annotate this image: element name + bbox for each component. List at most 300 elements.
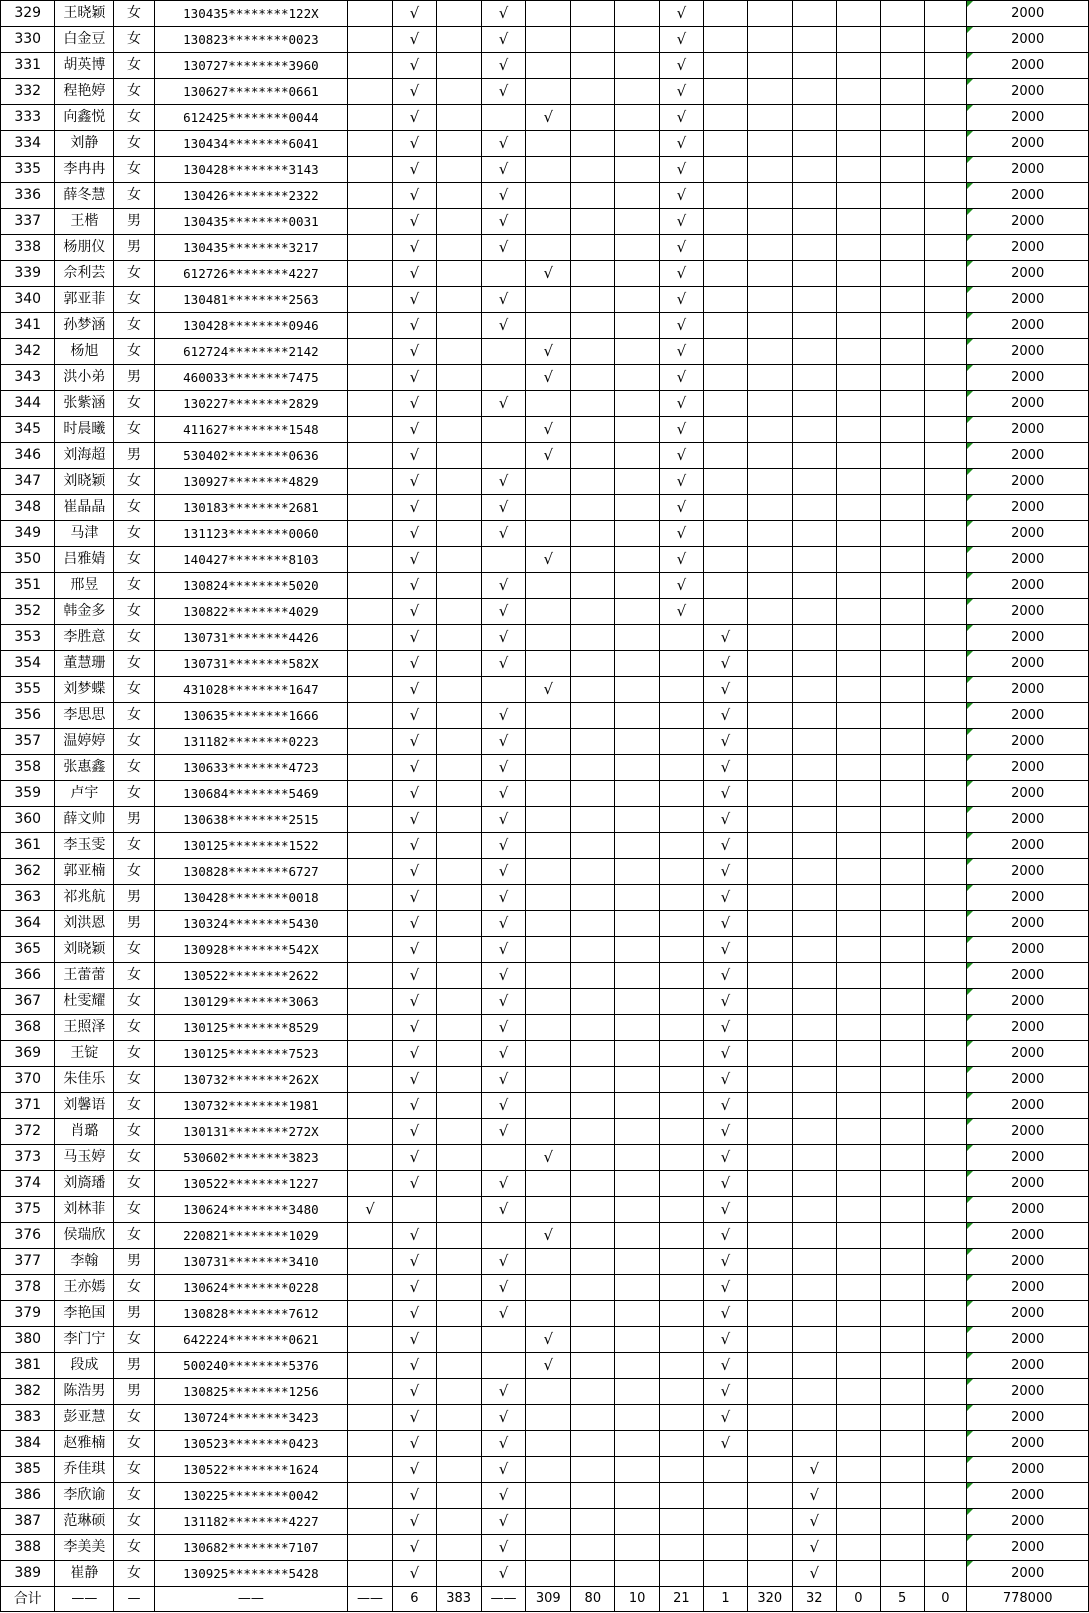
empty-cell xyxy=(792,209,836,235)
empty-cell xyxy=(836,1327,880,1353)
id-number-cell: 130125********8529 xyxy=(154,1015,347,1041)
name-cell: 崔静 xyxy=(55,1561,114,1587)
empty-cell xyxy=(836,1,880,27)
table-row xyxy=(1,261,1089,287)
empty-cell xyxy=(571,27,615,53)
amount-cell: 2000 xyxy=(967,183,1089,209)
empty-cell xyxy=(615,1301,659,1327)
id-number-cell: 130724********3423 xyxy=(154,1405,347,1431)
check-mark-cell: √ xyxy=(392,79,436,105)
empty-cell xyxy=(792,1041,836,1067)
amount-cell: 2000 xyxy=(967,911,1089,937)
check-mark-cell: √ xyxy=(704,1015,748,1041)
name-cell: 胡英博 xyxy=(55,53,114,79)
check-mark-cell: √ xyxy=(481,391,526,417)
amount-cell: 2000 xyxy=(967,313,1089,339)
amount-cell: 2000 xyxy=(967,1509,1089,1535)
empty-cell xyxy=(792,885,836,911)
empty-cell xyxy=(348,1041,393,1067)
empty-cell xyxy=(615,105,659,131)
check-mark-cell: √ xyxy=(526,339,571,365)
amount-cell: 2000 xyxy=(967,625,1089,651)
check-mark-cell: √ xyxy=(392,651,436,677)
gender-cell: 女 xyxy=(114,261,154,287)
empty-cell xyxy=(836,209,880,235)
row-number-cell: 388 xyxy=(1,1535,55,1561)
check-mark-cell: √ xyxy=(704,1197,748,1223)
table-row xyxy=(1,911,1089,937)
id-number-cell: 130522********1624 xyxy=(154,1457,347,1483)
empty-cell xyxy=(615,963,659,989)
empty-cell xyxy=(436,677,481,703)
check-mark-cell: √ xyxy=(481,131,526,157)
name-cell: 温婷婷 xyxy=(55,729,114,755)
empty-cell xyxy=(924,1067,967,1093)
empty-cell xyxy=(704,27,748,53)
empty-cell xyxy=(792,495,836,521)
gender-cell: 女 xyxy=(114,573,154,599)
empty-cell xyxy=(880,1301,924,1327)
empty-cell xyxy=(571,911,615,937)
empty-cell xyxy=(436,1197,481,1223)
id-number-cell: 220821********1029 xyxy=(154,1223,347,1249)
id-number-cell: 530602********3823 xyxy=(154,1145,347,1171)
empty-cell xyxy=(836,1197,880,1223)
check-mark-cell: √ xyxy=(704,1093,748,1119)
row-number-cell: 344 xyxy=(1,391,55,417)
name-cell: 马津 xyxy=(55,521,114,547)
empty-cell xyxy=(615,53,659,79)
empty-cell xyxy=(348,391,393,417)
empty-cell xyxy=(526,391,571,417)
empty-cell xyxy=(792,859,836,885)
empty-cell xyxy=(348,755,393,781)
amount-cell: 2000 xyxy=(967,573,1089,599)
check-mark-cell: √ xyxy=(481,495,526,521)
empty-cell xyxy=(836,781,880,807)
check-mark-cell: √ xyxy=(704,677,748,703)
gender-cell: 女 xyxy=(114,625,154,651)
empty-cell xyxy=(924,1405,967,1431)
check-mark-cell: √ xyxy=(704,1379,748,1405)
amount-cell: 2000 xyxy=(967,287,1089,313)
id-number-cell: 130129********3063 xyxy=(154,989,347,1015)
amount-cell: 2000 xyxy=(967,885,1089,911)
amount-cell: 2000 xyxy=(967,365,1089,391)
empty-cell xyxy=(792,1405,836,1431)
check-mark-cell: √ xyxy=(704,1145,748,1171)
id-number-cell: 130435********122X xyxy=(154,1,347,27)
empty-cell xyxy=(792,157,836,183)
check-mark-cell: √ xyxy=(704,1171,748,1197)
empty-cell xyxy=(747,27,792,53)
check-mark-cell: √ xyxy=(392,53,436,79)
empty-cell xyxy=(571,937,615,963)
name-cell: 王锭 xyxy=(55,1041,114,1067)
empty-cell xyxy=(792,27,836,53)
empty-cell xyxy=(880,1041,924,1067)
empty-cell xyxy=(659,1145,703,1171)
empty-cell xyxy=(924,1223,967,1249)
empty-cell xyxy=(615,547,659,573)
check-mark-cell: √ xyxy=(659,53,703,79)
table-row xyxy=(1,313,1089,339)
table-row xyxy=(1,1457,1089,1483)
empty-cell xyxy=(659,1275,703,1301)
check-mark-cell: √ xyxy=(392,885,436,911)
empty-cell xyxy=(348,781,393,807)
name-cell: 王照泽 xyxy=(55,1015,114,1041)
row-number-cell: 381 xyxy=(1,1353,55,1379)
row-number-cell: 389 xyxy=(1,1561,55,1587)
id-number-cell: 130731********3410 xyxy=(154,1249,347,1275)
table-row xyxy=(1,885,1089,911)
empty-cell xyxy=(880,781,924,807)
table-row xyxy=(1,1119,1089,1145)
row-number-cell: 343 xyxy=(1,365,55,391)
empty-cell xyxy=(924,157,967,183)
empty-cell xyxy=(792,1119,836,1145)
empty-cell xyxy=(747,1145,792,1171)
check-mark-cell: √ xyxy=(392,209,436,235)
gender-cell: 男 xyxy=(114,885,154,911)
row-number-cell: 331 xyxy=(1,53,55,79)
empty-cell xyxy=(747,1327,792,1353)
id-number-cell: 130428********3143 xyxy=(154,157,347,183)
id-number-cell: 460033********7475 xyxy=(154,365,347,391)
empty-cell xyxy=(924,989,967,1015)
empty-cell xyxy=(836,417,880,443)
empty-cell xyxy=(836,183,880,209)
empty-cell xyxy=(615,573,659,599)
empty-cell xyxy=(836,261,880,287)
row-number-cell: 363 xyxy=(1,885,55,911)
amount-cell: 2000 xyxy=(967,1041,1089,1067)
empty-cell xyxy=(747,79,792,105)
empty-cell xyxy=(526,1067,571,1093)
gender-cell: 女 xyxy=(114,963,154,989)
id-number-cell: 130633********4723 xyxy=(154,755,347,781)
gender-cell: 女 xyxy=(114,1119,154,1145)
check-mark-cell: √ xyxy=(481,157,526,183)
row-number-cell: 348 xyxy=(1,495,55,521)
empty-cell xyxy=(792,937,836,963)
name-cell: 李冉冉 xyxy=(55,157,114,183)
row-number-cell: 334 xyxy=(1,131,55,157)
empty-cell xyxy=(526,1,571,27)
id-number-cell: 130731********582X xyxy=(154,651,347,677)
empty-cell xyxy=(704,157,748,183)
empty-cell xyxy=(526,1457,571,1483)
empty-cell xyxy=(704,547,748,573)
empty-cell xyxy=(659,1119,703,1145)
empty-cell xyxy=(747,1561,792,1587)
empty-cell xyxy=(747,417,792,443)
gender-cell: 女 xyxy=(114,833,154,859)
empty-cell xyxy=(659,651,703,677)
empty-cell xyxy=(481,1223,526,1249)
empty-cell xyxy=(526,989,571,1015)
empty-cell xyxy=(571,833,615,859)
id-number-cell: 612726********4227 xyxy=(154,261,347,287)
name-cell: 刘旖璠 xyxy=(55,1171,114,1197)
empty-cell xyxy=(436,261,481,287)
empty-cell xyxy=(924,27,967,53)
empty-cell xyxy=(924,1327,967,1353)
empty-cell xyxy=(615,729,659,755)
row-number-cell: 345 xyxy=(1,417,55,443)
empty-cell xyxy=(704,235,748,261)
empty-cell xyxy=(880,677,924,703)
empty-cell xyxy=(924,859,967,885)
amount-cell: 2000 xyxy=(967,443,1089,469)
empty-cell xyxy=(615,677,659,703)
empty-cell xyxy=(747,1509,792,1535)
check-mark-cell: √ xyxy=(526,365,571,391)
empty-cell xyxy=(615,209,659,235)
amount-cell: 2000 xyxy=(967,339,1089,365)
empty-cell xyxy=(836,1249,880,1275)
table-row xyxy=(1,625,1089,651)
check-mark-cell: √ xyxy=(481,287,526,313)
id-number-cell: 130131********272X xyxy=(154,1119,347,1145)
row-number-cell: 373 xyxy=(1,1145,55,1171)
empty-cell xyxy=(348,1301,393,1327)
empty-cell xyxy=(659,1093,703,1119)
empty-cell xyxy=(481,1327,526,1353)
empty-cell xyxy=(880,1145,924,1171)
table-row xyxy=(1,1171,1089,1197)
row-number-cell: 367 xyxy=(1,989,55,1015)
empty-cell xyxy=(659,1301,703,1327)
row-number-cell: 374 xyxy=(1,1171,55,1197)
name-cell: 杜雯耀 xyxy=(55,989,114,1015)
check-mark-cell: √ xyxy=(704,989,748,1015)
check-mark-cell: √ xyxy=(659,261,703,287)
empty-cell xyxy=(436,1145,481,1171)
check-mark-cell: √ xyxy=(704,1223,748,1249)
row-number-cell: 383 xyxy=(1,1405,55,1431)
gender-cell: 女 xyxy=(114,469,154,495)
name-cell: 张紫涵 xyxy=(55,391,114,417)
empty-cell xyxy=(481,677,526,703)
empty-cell xyxy=(615,131,659,157)
empty-cell xyxy=(348,1457,393,1483)
id-number-cell: 130522********2622 xyxy=(154,963,347,989)
amount-cell: 2000 xyxy=(967,469,1089,495)
empty-cell xyxy=(924,729,967,755)
total-cell: 21 xyxy=(659,1587,703,1612)
id-number-cell: 130732********262X xyxy=(154,1067,347,1093)
empty-cell xyxy=(348,261,393,287)
empty-cell xyxy=(615,1483,659,1509)
id-number-cell: 130125********1522 xyxy=(154,833,347,859)
total-cell: —— xyxy=(154,1587,347,1612)
empty-cell xyxy=(880,651,924,677)
empty-cell xyxy=(436,625,481,651)
check-mark-cell: √ xyxy=(392,417,436,443)
amount-cell: 2000 xyxy=(967,937,1089,963)
amount-cell: 2000 xyxy=(967,209,1089,235)
empty-cell xyxy=(704,443,748,469)
check-mark-cell: √ xyxy=(481,1067,526,1093)
gender-cell: 女 xyxy=(114,677,154,703)
empty-cell xyxy=(792,1431,836,1457)
empty-cell xyxy=(436,1041,481,1067)
check-mark-cell: √ xyxy=(526,417,571,443)
name-cell: 吕雅婧 xyxy=(55,547,114,573)
gender-cell: 女 xyxy=(114,1275,154,1301)
name-cell: 李玉雯 xyxy=(55,833,114,859)
empty-cell xyxy=(792,1093,836,1119)
gender-cell: 女 xyxy=(114,417,154,443)
gender-cell: 女 xyxy=(114,287,154,313)
total-cell: 10 xyxy=(615,1587,659,1612)
gender-cell: 男 xyxy=(114,443,154,469)
empty-cell xyxy=(924,937,967,963)
gender-cell: 女 xyxy=(114,1535,154,1561)
name-cell: 朱佳乐 xyxy=(55,1067,114,1093)
gender-cell: 女 xyxy=(114,1171,154,1197)
empty-cell xyxy=(880,911,924,937)
empty-cell xyxy=(924,209,967,235)
empty-cell xyxy=(880,703,924,729)
empty-cell xyxy=(880,183,924,209)
empty-cell xyxy=(526,1093,571,1119)
empty-cell xyxy=(615,1067,659,1093)
row-number-cell: 379 xyxy=(1,1301,55,1327)
id-number-cell: 642224********0621 xyxy=(154,1327,347,1353)
amount-cell: 2000 xyxy=(967,1431,1089,1457)
empty-cell xyxy=(704,131,748,157)
empty-cell xyxy=(615,183,659,209)
empty-cell xyxy=(571,339,615,365)
name-cell: 祁兆航 xyxy=(55,885,114,911)
check-mark-cell: √ xyxy=(659,339,703,365)
empty-cell xyxy=(615,365,659,391)
row-number-cell: 370 xyxy=(1,1067,55,1093)
empty-cell xyxy=(526,1509,571,1535)
name-cell: 王晓颖 xyxy=(55,1,114,27)
empty-cell xyxy=(526,807,571,833)
empty-cell xyxy=(836,1275,880,1301)
check-mark-cell: √ xyxy=(481,1041,526,1067)
table-row xyxy=(1,1275,1089,1301)
empty-cell xyxy=(571,963,615,989)
empty-cell xyxy=(836,287,880,313)
check-mark-cell: √ xyxy=(704,651,748,677)
empty-cell xyxy=(924,1275,967,1301)
empty-cell xyxy=(792,729,836,755)
row-number-cell: 332 xyxy=(1,79,55,105)
empty-cell xyxy=(792,963,836,989)
empty-cell xyxy=(571,183,615,209)
empty-cell xyxy=(747,573,792,599)
empty-cell xyxy=(880,1561,924,1587)
empty-cell xyxy=(348,131,393,157)
amount-cell: 2000 xyxy=(967,1535,1089,1561)
row-number-cell: 356 xyxy=(1,703,55,729)
gender-cell: 女 xyxy=(114,313,154,339)
empty-cell xyxy=(924,651,967,677)
empty-cell xyxy=(526,53,571,79)
check-mark-cell: √ xyxy=(392,1093,436,1119)
empty-cell xyxy=(348,1223,393,1249)
empty-cell xyxy=(436,131,481,157)
check-mark-cell: √ xyxy=(704,1119,748,1145)
empty-cell xyxy=(704,599,748,625)
check-mark-cell: √ xyxy=(526,1145,571,1171)
check-mark-cell: √ xyxy=(481,885,526,911)
table-row xyxy=(1,469,1089,495)
empty-cell xyxy=(659,1197,703,1223)
empty-cell xyxy=(836,365,880,391)
empty-cell xyxy=(747,651,792,677)
empty-cell xyxy=(836,729,880,755)
table-row xyxy=(1,1431,1089,1457)
amount-cell: 2000 xyxy=(967,1223,1089,1249)
empty-cell xyxy=(659,1171,703,1197)
check-mark-cell: √ xyxy=(481,235,526,261)
empty-cell xyxy=(348,1431,393,1457)
table-row xyxy=(1,339,1089,365)
empty-cell xyxy=(747,209,792,235)
empty-cell xyxy=(836,1535,880,1561)
check-mark-cell: √ xyxy=(392,1379,436,1405)
empty-cell xyxy=(792,365,836,391)
empty-cell xyxy=(924,1509,967,1535)
empty-cell xyxy=(571,521,615,547)
empty-cell xyxy=(526,157,571,183)
empty-cell xyxy=(615,1327,659,1353)
empty-cell xyxy=(747,1483,792,1509)
amount-cell: 2000 xyxy=(967,989,1089,1015)
name-cell: 董慧珊 xyxy=(55,651,114,677)
empty-cell xyxy=(704,1457,748,1483)
empty-cell xyxy=(659,1249,703,1275)
empty-cell xyxy=(436,339,481,365)
empty-cell xyxy=(526,625,571,651)
empty-cell xyxy=(571,1249,615,1275)
empty-cell xyxy=(836,807,880,833)
empty-cell xyxy=(571,1327,615,1353)
empty-cell xyxy=(747,1041,792,1067)
empty-cell xyxy=(436,1535,481,1561)
empty-cell xyxy=(747,963,792,989)
empty-cell xyxy=(526,469,571,495)
empty-cell xyxy=(836,1223,880,1249)
empty-cell xyxy=(924,521,967,547)
check-mark-cell: √ xyxy=(792,1457,836,1483)
check-mark-cell: √ xyxy=(526,1353,571,1379)
empty-cell xyxy=(704,573,748,599)
gender-cell: 男 xyxy=(114,1379,154,1405)
check-mark-cell: √ xyxy=(481,1483,526,1509)
table-row xyxy=(1,1405,1089,1431)
check-mark-cell: √ xyxy=(481,1015,526,1041)
empty-cell xyxy=(615,989,659,1015)
empty-cell xyxy=(792,677,836,703)
empty-cell xyxy=(747,729,792,755)
empty-cell xyxy=(924,1483,967,1509)
empty-cell xyxy=(747,131,792,157)
empty-cell xyxy=(571,1171,615,1197)
check-mark-cell: √ xyxy=(659,521,703,547)
check-mark-cell: √ xyxy=(704,963,748,989)
empty-cell xyxy=(792,989,836,1015)
check-mark-cell: √ xyxy=(392,911,436,937)
amount-cell: 2000 xyxy=(967,599,1089,625)
